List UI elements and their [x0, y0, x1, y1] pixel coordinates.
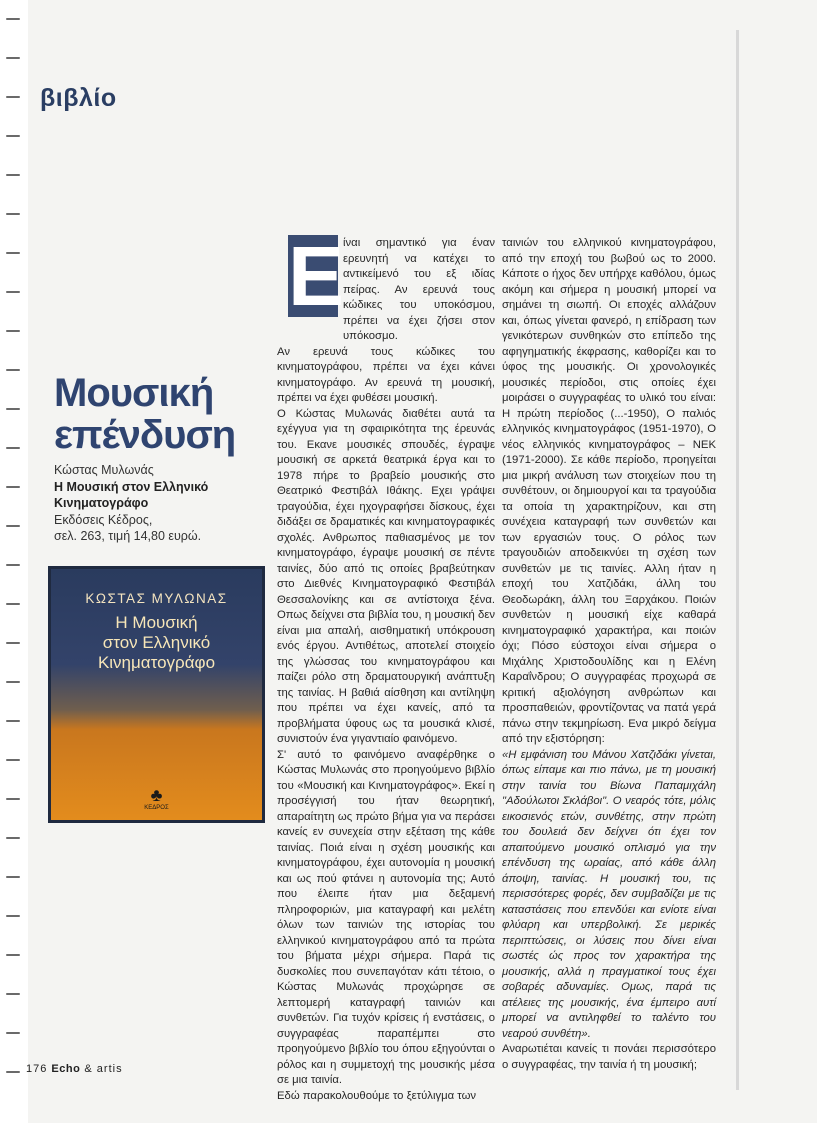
quote-paragraph	[502, 748, 716, 1043]
article-title	[54, 372, 235, 456]
binder-strip	[0, 0, 28, 1123]
quote-text: «Η εμφάνιση του Μάνου Χατζιδάκι γίνεται, όπως είπαμε και πιο πάνω, με τη μουσική στην ταινία του Βίωνα Παπαμιχάλη "Αδούλωτοι Σκλάβοι". Ο νεαρός τότε, μόλις εικοσιενός ετών, συνθέτης, στην πρώτη του δουλειά δεν δείχνει ότι έχει τον απαιτούμενο μουσικό οπλισμό για την επένδυση της ωραίας, από κάθε άλλη άποψη, ταινίας. Η μουσική του, τις περισσότερες φορές, δεν συμβαδίζει με τις καταστάσεις που επενδύει και ενίοτε είναι φλύαρη και υπερβολική. Σε μερικές περιπτώσεις, οι λύσεις που δίνει είναι σωστές ώς προς τον χαρακτήρα της μουσικής, αλλά η πραγματικοί τους έχει σοβαρές αδυναμίες. Ομως, παρά τις ατέλειες της μουσικής, ένα έμπειρο αυτί μπορεί να αντιληφθεί το ταλέντο του νεαρού συνθέτη».	[502, 748, 716, 1040]
footer-amp: &	[84, 1063, 93, 1075]
paragraph: Ο Κώστας Μυλωνάς διαθέτει αυτά τα εχέγγυα για τη σφαιρικότητα της έρευνάς του. Εκανε μουσικές σπουδές, έγραψε μουσική σε αρκετά θεατρικά έργα και το 1978 πήρε το βραβείο μουσικής στο Θεατρικό Φεστιβάλ Ιθάκης. Εχει γράψει τραγούδια, έχει ηχογραφήσει δίσκους, έχει διδάξει σε δραματικές και κινηματογραφικές σχολές. Ανθρωπος παθιασμένος με τον κινηματογράφο, έγραψε μουσική σε πέντε ταινίες, δύο από τις οποίες βραβεύτηκαν στο Διεθνές Κινηματογραφικό Φεστιβάλ Θεσσαλονίκης και σε αντίστοιχα ξένα. Οπως δείχνει στα βιβλία του, η μουσική δεν είναι μια απαλή, αισθηματική υπόκρουση ενός έργου. Αντιθέτως, αποτελεί στοιχείο της γλώσσας του κινηματογράφου και παίζει ρόλο στη δραματουργική ανάπτυξη της ταινίας. Η βαθιά αίσθηση και αντίληψη που πρέπει να έχει κανείς, από τα προβλήματα ύφους ως τα μουσικά κλισέ, συνιστούν ένα γιγαντιαίο φαινόμενο.	[277, 407, 495, 745]
binder-ring	[6, 564, 20, 566]
paragraph: Αν ερευνά τους κώδικες του κινηματογράφου, πρέπει να έχει κάνει κινηματογράφο. Αν ερευνά τη μουσική, πρέπει να έχει φυθέσει μουσική.	[277, 345, 495, 404]
cover-title-line1: Η Μουσική	[115, 613, 198, 632]
cover-title-line3: Κινηματογράφο	[97, 653, 216, 672]
page-edge-shadow	[736, 30, 739, 1090]
binder-ring	[6, 1032, 20, 1034]
paragraph: ταινιών του ελληνικού κινηματογράφου, από την εποχή του βωβού ως το 2000. Κάποτε ο ήχος δεν υπήρχε καθόλου, όμως ακόμη και σήμερα η μουσική μπορεί να σημάνει τη σιωπή. Οι εποχές αλλάζουν και, όπως γίνεται φανερό, η επίδραση των γενικότερων συνθηκών στο επίπεδο της αφηγηματικής έκφρασης, καθορίζει και το ύφος της μουσικής. Οι χρονολογικές μουσικές περίοδοι, στις οποίες έχει μοιράσει ο συγγραφέας το υλικό του είναι: Η πρώτη περίοδος (...-1950), Ο παλιός ελληνικός κινηματογράφος (1951-1970), Ο νέος ελληνικός κινηματογράφος – ΝΕΚ (1971-2000). Σε κάθε περίοδο, προηγείται μια μικρή ανάλυση των στοιχείων που τη συνθέτουν, οι δημιουργοί και τα τραγούδια τα οποία τη χαρακτηρίζουν, και στη συνέχεια καταγραφή των συνθετών και των εργασιών τους. Ο ρόλος των τραγουδιών αποδεικνύει τη σχέση των συνθετών με τις ταινίες. Αλλη ήταν η εποχή του Χατζιδάκι, άλλη του Θεοδωράκη, άλλη του Ξαρχάκου. Ποιών συνθετών η μουσική είχε καθαρά κινηματογραφικό χαρακτήρα, και ποιών όχι; Πόσο εύστοχοι είναι σήμερα ο Μιχάλης Χριστοδουλίδης και η Ελένη Καραΐνδρου; Ο συγγραφέας προχωρά σε κριτική αξιολόγηση ανθρώπων και προσπαθειών, φροντίζοντας να πατά γερά πάνω στην τεκμηρίωση. Ενα μικρό δείγμα από την εξιστόρηση:	[502, 237, 716, 745]
binder-ring	[6, 915, 20, 917]
section-label: βιβλίο	[40, 84, 117, 112]
book-pages-price: σελ. 263, τιμή 14,80 ευρώ.	[54, 529, 202, 543]
book-publisher: Εκδόσεις Κέδρος,	[54, 512, 153, 527]
binder-ring	[6, 681, 20, 683]
book-title-line2: Κινηματογράφο	[54, 496, 149, 510]
binder-ring	[6, 57, 20, 59]
binder-ring	[6, 1071, 20, 1073]
binder-ring	[6, 720, 20, 722]
cover-title-line2: στον Ελληνικό	[102, 633, 211, 652]
tree-logo-icon: ♣	[150, 785, 163, 805]
article-column-2	[502, 236, 716, 1073]
binder-ring	[6, 96, 20, 98]
page-number: 176	[26, 1063, 48, 1075]
page-footer	[26, 1063, 123, 1075]
book-author: Κώστας Μυλωνάς	[54, 463, 154, 477]
binder-ring	[6, 174, 20, 176]
binder-ring	[6, 252, 20, 254]
binder-ring	[6, 876, 20, 878]
binder-ring	[6, 642, 20, 644]
binder-ring	[6, 447, 20, 449]
binder-ring	[6, 993, 20, 995]
binder-ring	[6, 291, 20, 293]
cover-publisher-mark: ΚΕΔΡΟΣ	[144, 805, 169, 811]
article-title-line2: επένδυση	[54, 413, 236, 457]
binder-ring	[6, 603, 20, 605]
binder-ring	[6, 759, 20, 761]
lead-paragraph: ίναι σημαντικό για έναν ερευνητή να κατέχει το αντικείμενό του εξ ιδίας πείρας. Αν ερευνά τους κώδικες του υποκόσμου, πρέπει να έχει ζήσει στον υπόκοσμο.	[343, 237, 495, 342]
article-title-line1: Μουσική	[54, 371, 214, 415]
binder-ring	[6, 213, 20, 215]
binder-ring	[6, 954, 20, 956]
paragraph: Σ' αυτό το φαινόμενο αναφέρθηκε ο Κώστας Μυλωνάς στο προηγούμενο βιβλίο του «Μουσική και Κινηματογράφος». Εκεί η προσέγγισή του ήταν θεωρητική, απαραίτητη ως πρώτο βήμα για να περάσει κανείς εν συνεχεία στην εξέταση της κάθε ταινίας. Ποιά είναι η σχέση μουσικής και κινηματογράφου, έχει αυτονομία η μουσική και ως πού φτάνει η αυτονομία της; Αυτό που έλειπε ήταν μια δεξαμενή πληροφοριών, μια καταγραφή και μελέτη όλων των ταινιών της ιστορίας του ελληνικού κινηματογράφου από τα πρώτα του βήματα μέχρι σήμερα. Παρά τις δυσκολίες που συνεπαγόταν κάτι τέτοιο, ο Κώστας Μυλωνάς προχώρησε σε λεπτομερή καταγραφή ταινιών και συνθετών. Για τυχόν κρίσεις ή ενστάσεις, ο συγγραφέας παραπέμπει στο προηγούμενο βιβλίο του όπου εξηγούνται ο ρόλος και η συμμετοχή της μουσικής μέσα σε μια ταινία.	[277, 748, 495, 1086]
paragraph: Αναρωτιέται κανείς τι πονάει περισσότερο ο συγγραφέας, την ταινία ή τη μουσική;	[502, 1043, 716, 1071]
book-meta	[54, 462, 208, 545]
binder-ring	[6, 18, 20, 20]
book-title-line1: Η Μουσική στον Ελληνικό	[54, 479, 209, 494]
drop-cap: Ε	[288, 229, 345, 323]
binder-ring	[6, 330, 20, 332]
binder-ring	[6, 798, 20, 800]
binder-ring	[6, 837, 20, 839]
cover-title	[51, 613, 262, 673]
footer-artis: artis	[96, 1063, 123, 1075]
binder-ring	[6, 408, 20, 410]
book-cover-image	[48, 566, 265, 823]
article-column-1	[277, 229, 495, 1104]
binder-ring	[6, 525, 20, 527]
binder-ring	[6, 486, 20, 488]
binder-ring	[6, 135, 20, 137]
binder-ring	[6, 369, 20, 371]
cover-author: ΚΩΣΤΑΣ ΜΥΛΩΝΑΣ	[85, 591, 228, 606]
paragraph: Εδώ παρακολουθούμε το ξετύλιγμα των	[277, 1089, 477, 1102]
magazine-name: Echo	[51, 1063, 81, 1075]
